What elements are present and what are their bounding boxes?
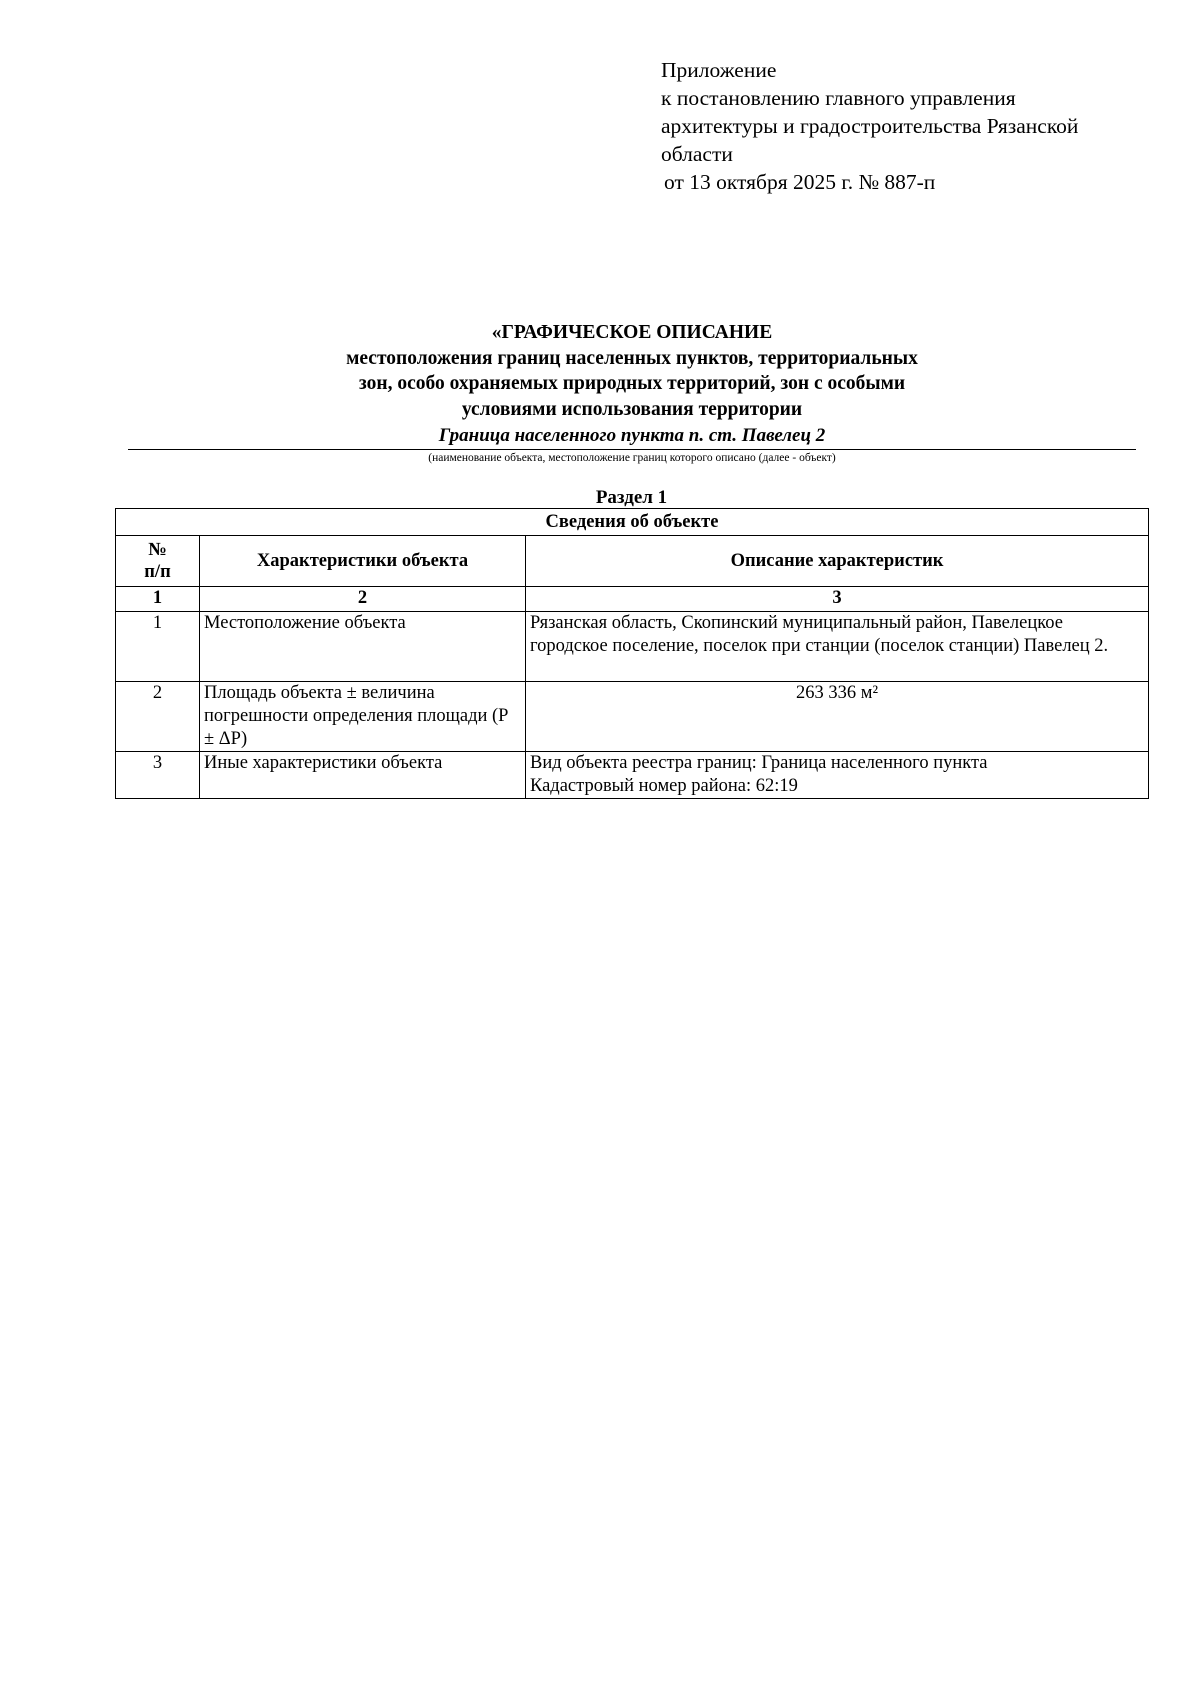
row-description: 263 336 м²	[526, 682, 1149, 752]
row-description-line-2: Кадастровый номер района: 62:19	[530, 776, 798, 796]
table-title: Сведения об объекте	[116, 509, 1149, 536]
object-name-underline	[128, 449, 1136, 450]
table-row	[116, 752, 1149, 799]
appendix-authority-line: архитектуры и градостроительства Рязанской	[661, 114, 1079, 138]
header-number-line-2: п/п	[144, 562, 171, 582]
header-characteristics: Характеристики объекта	[200, 536, 526, 587]
row-number: 1	[116, 612, 200, 682]
row-description-line-1: Вид объекта реестра границ: Граница населенного пункта	[530, 753, 988, 773]
column-number-3: 3	[526, 587, 1149, 612]
row-characteristic: Площадь объекта ± величина погрешности определения площади (P ± ΔP)	[200, 682, 526, 752]
appendix-header	[661, 56, 1141, 196]
object-name-caption: (наименование объекта, местоположение границ которого описано (далее - объект)	[428, 452, 836, 464]
row-characteristic: Иные характеристики объекта	[200, 752, 526, 799]
row-description: Рязанская область, Скопинский муниципальный район, Павелецкое городское поселение, поселок при станции (поселок станции) Павелец 2.	[526, 612, 1149, 682]
document-title	[128, 320, 1136, 422]
appendix-title: Приложение	[661, 58, 777, 82]
header-number	[116, 536, 200, 587]
title-line-4: условиями использования территории	[461, 398, 803, 420]
title-line-2: местоположения границ населенных пунктов, территориальных	[346, 347, 918, 369]
object-info-table	[115, 508, 1149, 799]
row-number: 2	[116, 682, 200, 752]
appendix-date-number: от 13 октября 2025 г. № 887-п	[664, 170, 936, 194]
appendix-region-line: области	[661, 142, 733, 166]
title-line-1: «ГРАФИЧЕСКОЕ ОПИСАНИЕ	[491, 322, 773, 343]
section-label: Раздел 1	[595, 487, 668, 508]
title-line-3: зон, особо охраняемых природных территорий, зон с особыми	[358, 373, 906, 394]
row-number: 3	[116, 752, 200, 799]
appendix-resolution-line: к постановлению главного управления	[661, 86, 1016, 110]
table-row	[116, 682, 1149, 752]
row-characteristic: Местоположение объекта	[200, 612, 526, 682]
column-number-2: 2	[200, 587, 526, 612]
table-row	[116, 612, 1149, 682]
column-number-1: 1	[116, 587, 200, 612]
row-description	[526, 752, 1149, 799]
header-number-line-1: №	[148, 540, 167, 560]
header-description: Описание характеристик	[526, 536, 1149, 587]
object-name: Граница населенного пункта п. ст. Павелец 2	[438, 425, 826, 446]
